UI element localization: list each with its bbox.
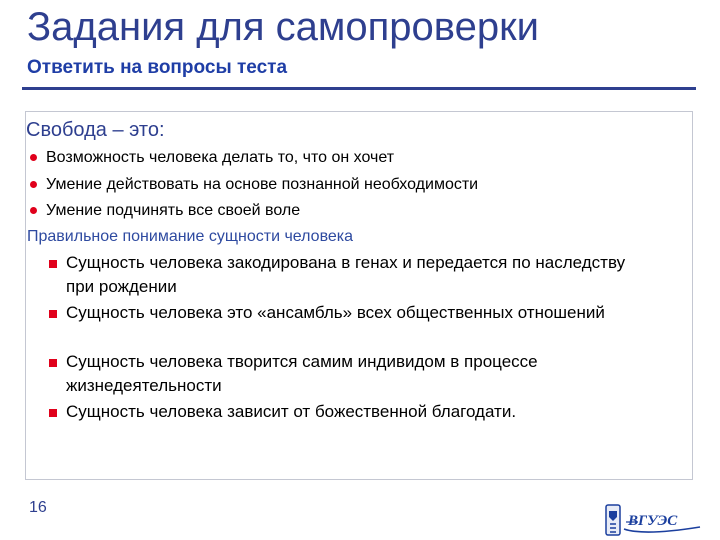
option-label: Сущность человека творится самим индивидом в процессе жизнедеятельности: [66, 352, 538, 395]
page-number: 16: [29, 499, 47, 516]
bullet-icon: [30, 207, 37, 214]
option-label: Сущность человека это «ансамбль» всех общественных отношений: [66, 303, 605, 322]
bullet-icon: [30, 154, 37, 161]
question-1-heading: Свобода – это:: [26, 119, 165, 141]
square-bullet-icon: [49, 310, 57, 318]
option-label: Сущность человека закодирована в генах и передается по наследству при рождении: [66, 253, 626, 296]
question-2-option-3: [49, 350, 629, 398]
question-2-option-1: [49, 251, 629, 299]
title-divider: [22, 87, 696, 90]
option-label: Возможность человека делать то, что он хочет: [46, 149, 395, 166]
square-bullet-icon: [49, 359, 57, 367]
logo-text: ВГУЭС: [628, 513, 678, 529]
question-2-option-2: [49, 301, 629, 325]
slide-title: Задания для самопроверки: [27, 5, 539, 49]
option-label: Сущность человека зависит от божественной благодати.: [66, 402, 517, 421]
bullet-icon: [30, 181, 37, 188]
option-label: Умение действовать на основе познанной необходимости: [46, 176, 479, 193]
emblem-icon: [606, 505, 620, 535]
square-bullet-icon: [49, 409, 57, 417]
square-bullet-icon: [49, 260, 57, 268]
question-2-option-4: [49, 400, 629, 424]
university-logo: [604, 503, 704, 537]
question-2-heading: Правильное понимание сущности человека: [27, 228, 354, 245]
slide-subtitle: Ответить на вопросы теста: [27, 57, 288, 78]
option-label: Умение подчинять все своей воле: [46, 202, 301, 219]
